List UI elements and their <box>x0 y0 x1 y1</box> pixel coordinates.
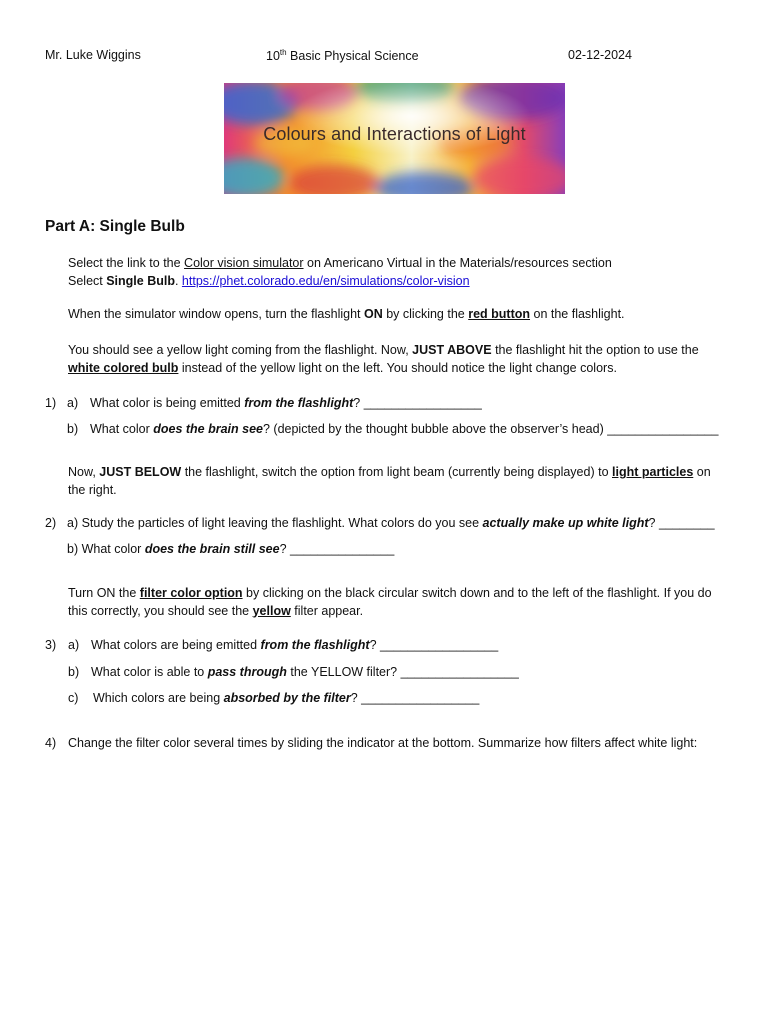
q2b-blank: ? _______________ <box>279 542 395 556</box>
q1b-text: What color <box>90 422 154 436</box>
p3-just-above: JUST ABOVE <box>412 343 492 357</box>
intro-text: Select the link to the <box>68 256 185 270</box>
p5-line-1 <box>68 585 712 603</box>
p3-text-2: the flashlight hit the option to use the <box>491 343 699 357</box>
p5-filter-option: filter color option <box>139 586 243 600</box>
q3b-label: b) <box>68 665 80 679</box>
intro-text-2: on Americano Virtual in the Materials/resources section <box>303 256 612 270</box>
q1b-emph: does the brain see <box>153 422 263 436</box>
p4-text-1: Now, <box>68 465 100 479</box>
question-2a <box>45 515 715 532</box>
p3-text-1: You should see a yellow light coming from the flashlight. Now, <box>68 343 413 357</box>
p3-line-2 <box>68 360 699 378</box>
question-3b <box>68 664 519 681</box>
intro-paragraph <box>68 255 612 290</box>
q2a-blank: ? ________ <box>648 516 715 530</box>
course-title <box>266 48 419 63</box>
p5-text-4: filter appear. <box>290 603 364 618</box>
q1a-blank: ? _________________ <box>353 396 482 410</box>
q3c-text: Which colors are being <box>93 691 224 705</box>
grade: 10 <box>266 49 280 64</box>
white-bulb-paragraph <box>68 342 699 377</box>
banner-image <box>224 83 565 194</box>
q3c-emph: absorbed by the filter <box>223 691 351 705</box>
p2-red-button: red button <box>468 307 531 321</box>
q2b-emph: does the brain still see <box>144 542 280 556</box>
q2b-text: b) What color <box>67 542 145 556</box>
p4-line-2: the right. <box>68 482 117 497</box>
p2-on-bold: ON <box>364 307 383 321</box>
course-name: Basic Physical Science <box>286 49 419 64</box>
p2-text-2: by clicking the <box>382 307 469 321</box>
q1b-blank: ? (depicted by the thought bubble above the observer’s head) ________________ <box>262 422 719 436</box>
intro-line-2 <box>68 273 612 291</box>
q3a-emph: from the flashlight <box>260 638 370 652</box>
flashlight-on-paragraph <box>68 306 625 324</box>
q4-number: 4) <box>45 736 57 750</box>
p5-text-2: by clicking on the black circular switch down and to the left of the flashlight. If you do <box>242 586 712 600</box>
p4-line-1 <box>68 464 711 482</box>
light-particles-paragraph <box>68 464 711 499</box>
date: 02-12-2024 <box>568 48 632 62</box>
q2-number: 2) <box>45 516 57 530</box>
q2a-text: a) Study the particles of light leaving the flashlight. What colors do you see <box>67 516 483 530</box>
p3-white-bulb: white colored bulb <box>68 360 179 375</box>
part-a-heading: Part A: Single Bulb <box>45 218 185 235</box>
teacher-name: Mr. Luke Wiggins <box>45 48 141 62</box>
q1b-label: b) <box>67 422 79 436</box>
p3-text-3: instead of the yellow light on the left. You should notice the light change colors. <box>178 360 617 375</box>
p5-yellow: yellow <box>252 603 291 618</box>
grade-suffix: th <box>279 48 287 57</box>
q3c-blank: ? _________________ <box>350 691 480 705</box>
p5-text-1: Turn ON the <box>68 586 140 600</box>
select-dot: . <box>174 273 182 288</box>
p2-text-1: When the simulator window opens, turn the flashlight <box>68 307 364 321</box>
q1a-emph: from the flashlight <box>244 396 354 410</box>
q3a-text: What colors are being emitted <box>91 638 261 652</box>
phet-url-link[interactable]: https://phet.colorado.edu/en/simulations/color-vision <box>181 273 470 288</box>
q1-number: 1) <box>45 396 57 410</box>
simulator-link-text: Color vision simulator <box>184 256 304 270</box>
question-3a <box>45 637 499 654</box>
q3-number: 3) <box>45 638 57 652</box>
q4-text: Change the filter color several times by sliding the indicator at the bottom. Summarize how filters affect white light: <box>68 736 698 750</box>
single-bulb-bold: Single Bulb <box>106 273 175 288</box>
question-2b <box>67 541 394 558</box>
p2-text-3: on the flashlight. <box>530 307 625 321</box>
question-1a <box>45 395 482 412</box>
p4-just-below: JUST BELOW <box>99 465 182 479</box>
q3a-label: a) <box>68 638 80 652</box>
q3c-label: c) <box>68 691 79 705</box>
q2a-emph: actually make up white light <box>482 516 649 530</box>
q3b-emph: pass through <box>207 665 287 679</box>
q1a-label: a) <box>67 396 79 410</box>
p4-text-2: the flashlight, switch the option from light beam (currently being displayed) to <box>181 465 612 479</box>
intro-line-1 <box>68 255 612 273</box>
q3a-blank: ? _________________ <box>369 638 499 652</box>
p4-light-particles: light particles <box>612 465 694 479</box>
q3b-text: What color is able to <box>91 665 208 679</box>
p4-text-3: on <box>693 465 711 479</box>
select-text: Select <box>68 273 107 288</box>
question-4 <box>45 735 698 752</box>
question-3c <box>68 690 480 707</box>
p5-line-2 <box>68 603 712 621</box>
filter-paragraph <box>68 585 712 620</box>
p3-line-1 <box>68 342 699 360</box>
q3b-blank: the YELLOW filter? _________________ <box>286 665 519 679</box>
question-1b <box>67 421 719 438</box>
banner-title: Colours and Interactions of Light <box>263 124 526 144</box>
q1a-text: What color is being emitted <box>90 396 245 410</box>
p5-text-3: this correctly, you should see the <box>68 603 253 618</box>
